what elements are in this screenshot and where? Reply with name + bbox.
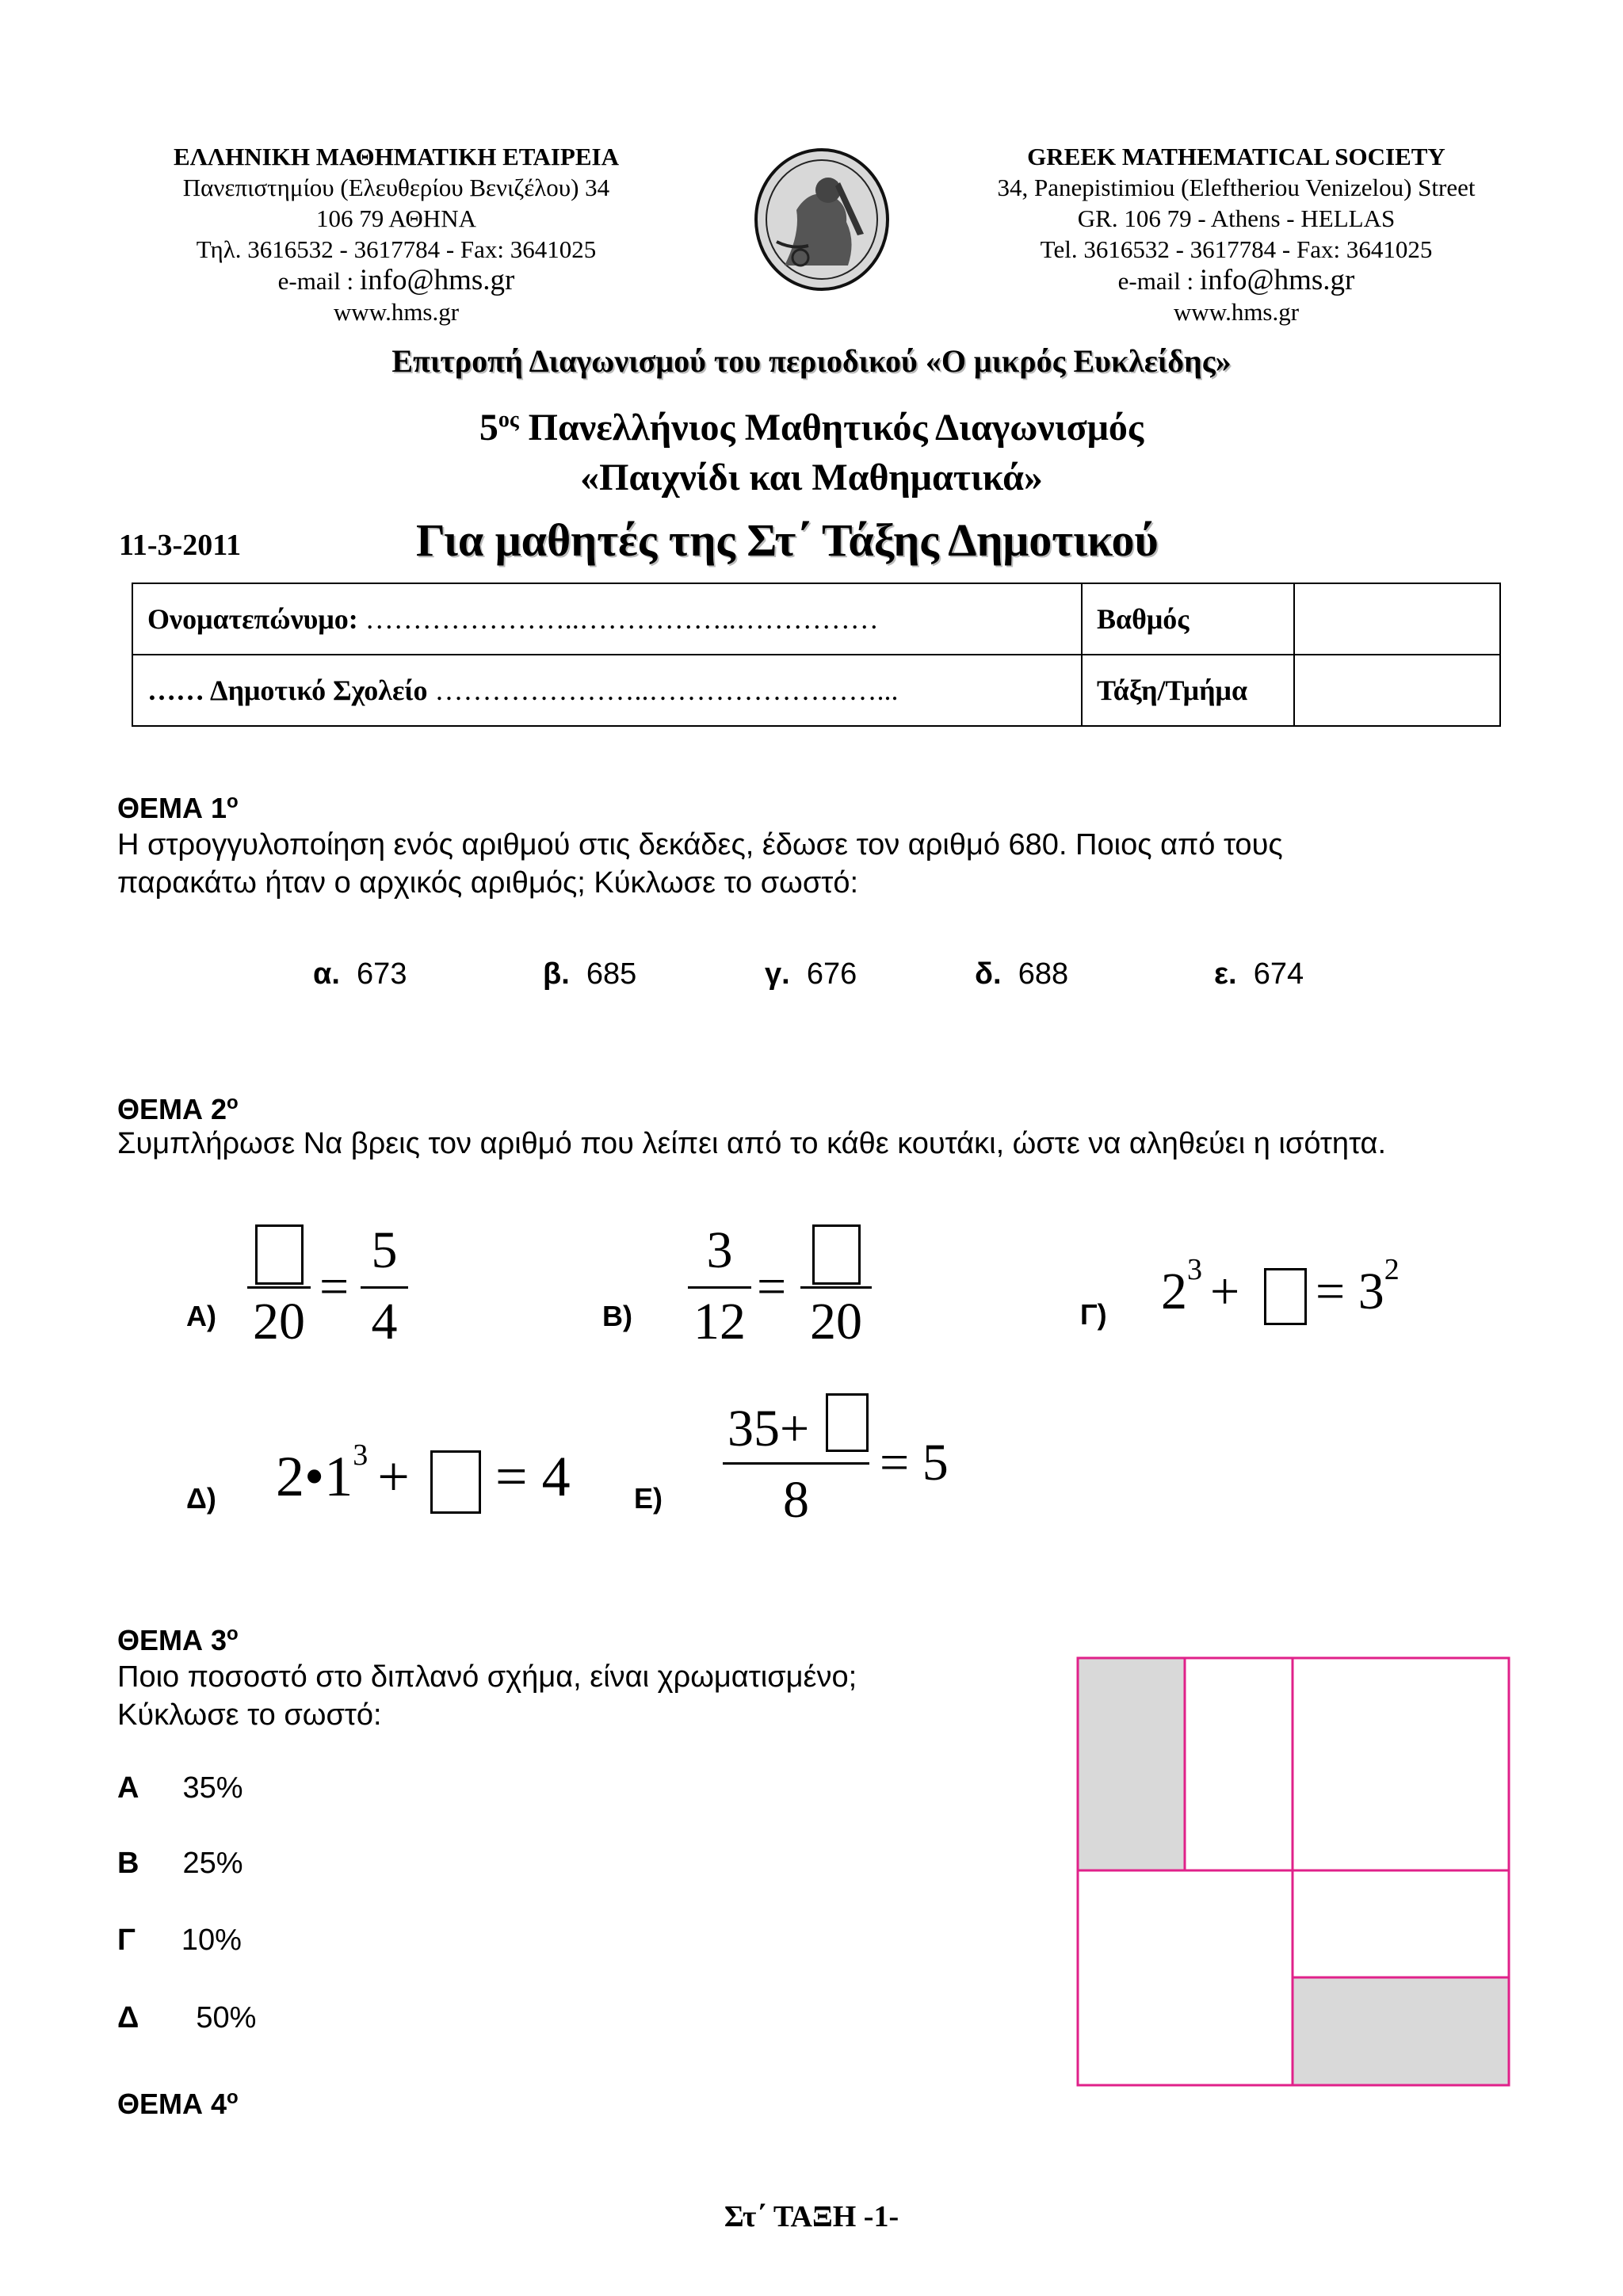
eq-b-num1: 3 [706,1221,733,1279]
theme1-text: Η στρογγυλοποίηση ενός αριθμού στις δεκάδες, έδωσε τον αριθμό 680. Ποιος από τους παρακάτω ήταν ο αρχικός αριθμός; Κύκλωσε το σωστό: [117,828,1283,900]
eq-d-blank-box[interactable] [430,1450,481,1514]
grade-label-cell: Βαθμός [1082,583,1294,655]
address-english: 34, Panepistimiou (Eleftheriou Venizelou) Street [997,174,1476,201]
theme3-option-a[interactable]: Α 35% [117,1771,243,1805]
theme3-option-d[interactable]: Δ 50% [117,2001,257,2034]
figure-shaded-cell-bottom-right [1293,1977,1509,2085]
eq-a-fraction-bar-2 [361,1286,408,1289]
option-g[interactable]: γ. 676 [765,957,857,991]
eq-b-label: Β) [602,1300,632,1332]
org-name-greek: ΕΛΛΗΝΙΚΗ ΜΑΘΗΜΑΤΙΚΗ ΕΤΑΙΡΕΙΑ [174,143,619,170]
theme1-title: ΘΕΜΑ $1^o$ [117,791,239,824]
city-english: GR. 106 79 - Athens - HELLAS [1077,204,1396,232]
org-name-english: GREEK MATHEMATICAL SOCIETY [1027,143,1445,170]
eq-e-rhs: = 5 [880,1434,949,1492]
eq-a-fraction-bar-1 [247,1286,311,1289]
name-cell[interactable]: Ονοματεπώνυμο: …………………..……………..…………… [132,583,1082,655]
theme2-text: Συμπλήρωσε Να βρεις τον αριθμό που λείπει από το κάθε κουτάκι, ώστε να αληθεύει η ισότητα. [117,1127,1387,1160]
theme3-option-b[interactable]: Β 25% [117,1847,243,1880]
student-info-table [132,583,1501,727]
contest-subtitle: «Παιχνίδι και Μαθηματικά» [580,457,1043,499]
email-link-english[interactable]: info@hms.gr [1199,264,1355,296]
eq-a-num2: 5 [371,1221,398,1279]
theme1-options [0,957,1623,997]
theme4-title: ΘΕΜΑ $4^o$ [117,2087,239,2120]
eq-a-equals: = [319,1258,349,1316]
website-greek[interactable]: www.hms.gr [333,298,460,326]
contest-title: $5^{o\varsigma}$ Πανελλήνιος Μαθητικός Διαγωνισμός [479,407,1144,449]
percentage-figure [1076,1656,1512,2088]
eq-a-blank-box[interactable] [255,1224,304,1285]
website-english[interactable]: www.hms.gr [1173,298,1300,326]
phone-greek: Τηλ. 3616532 - 3617784 - Fax: 3641025 [196,235,597,263]
city-greek: 106 79 ΑΘΗΝΑ [316,204,476,232]
eq-a-label: Α) [186,1300,216,1332]
header-right [963,141,1510,327]
option-e[interactable]: ε. 674 [1214,957,1304,991]
eq-e-num: 35+ [727,1400,810,1457]
eq-e-label: Ε) [634,1482,663,1515]
eq-g-rhs: = $3^2$ [1316,1253,1400,1320]
eq-e-fraction-bar [723,1462,869,1465]
page-footer: Στ΄ ΤΑΞΗ -1- [724,2200,899,2233]
eq-b-fraction-bar-2 [800,1286,872,1289]
eq-g-lhs: $2^3$ + [1161,1253,1240,1320]
option-b[interactable]: β. 685 [543,957,637,991]
email-link[interactable]: info@hms.gr [359,264,515,296]
eq-g-blank-box[interactable] [1264,1268,1307,1325]
eq-a-den1: 20 [253,1293,305,1350]
option-d[interactable]: δ. 688 [975,957,1069,991]
eq-b-den2: 20 [810,1293,862,1350]
email-line-greek: e-mail : info@hms.gr [277,264,515,296]
eq-d-rhs: = 4 [495,1445,571,1508]
school-cell[interactable]: …… Δημοτικό Σχολείο …………………..……………………... [132,655,1082,726]
figure-shaded-cell-top-left [1078,1658,1185,1870]
eq-b-fraction-bar-1 [688,1286,751,1289]
committee-title: Επιτροπή Διαγωνισμού του περιοδικού «Ο μικρός Ευκλείδης» [391,343,1232,379]
theme2-title: ΘΕΜΑ $2^o$ [117,1092,239,1125]
eq-b-equals: = [757,1258,787,1316]
society-seal-logo [753,147,892,293]
grade-value-cell[interactable] [1294,583,1500,655]
eq-a-den2: 4 [371,1293,398,1350]
phone-english: Tel. 3616532 - 3617784 - Fax: 3641025 [1040,235,1433,263]
eq-g-label: Γ) [1080,1298,1107,1331]
eq-e-den: 8 [783,1471,809,1529]
contest-date: 11-3-2011 [119,529,242,562]
class-value-cell[interactable] [1294,655,1500,726]
theme3-title: ΘΕΜΑ $3^o$ [117,1623,239,1656]
address-greek: Πανεπιστημίου (Ελευθερίου Βενιζέλου) 34 [182,174,610,201]
option-a[interactable]: α. 673 [313,957,407,991]
eq-b-den1: 12 [693,1293,746,1350]
eq-d-lhs: $2•1^3$ + [276,1438,410,1508]
theme3-text: Ποιο ποσοστό στο διπλανό σχήμα, είναι χρωματισμένο; Κύκλωσε το σωστό: [117,1660,857,1732]
theme3-option-g[interactable]: Γ 10% [117,1924,242,1957]
eq-e-blank-box[interactable] [826,1393,869,1452]
class-label-cell: Τάξη/Τμήμα [1082,655,1294,726]
eq-d-label: Δ) [186,1482,216,1515]
email-line-english: e-mail : info@hms.gr [1117,264,1355,296]
header-left [119,141,674,327]
grade-title: Για μαθητές της Στ΄ Τάξης Δημοτικού [416,514,1159,566]
eq-b-blank-box[interactable] [812,1224,861,1285]
